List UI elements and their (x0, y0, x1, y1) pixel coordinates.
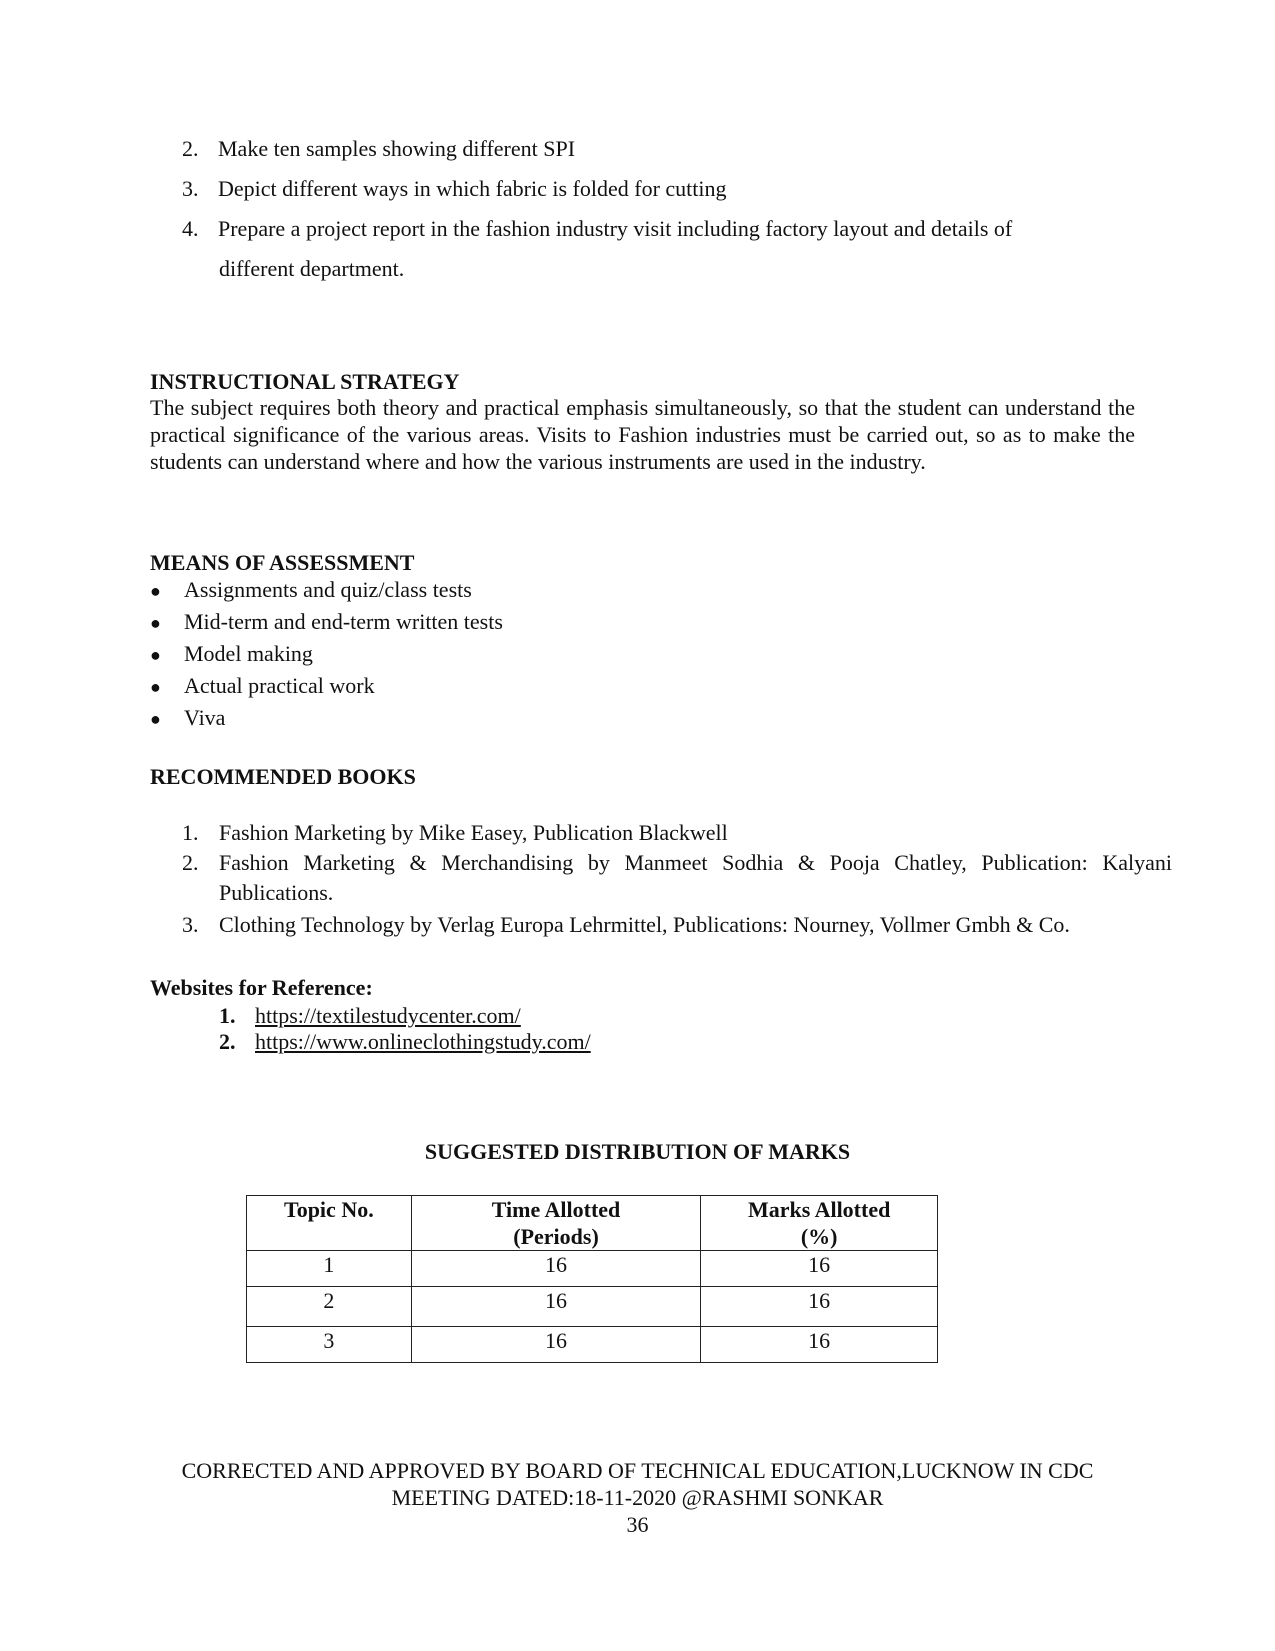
practical-list-item (182, 176, 727, 202)
book-text: Fashion Marketing & Merchandising by Manmeet Sodhia & Pooja Chatley, Publication: Kalyani Publications. (219, 850, 1172, 905)
practical-list-item (182, 216, 1012, 242)
list-number: 2. (219, 1029, 236, 1054)
means-of-assessment-heading: MEANS OF ASSESSMENT (150, 550, 415, 575)
recommended-books-heading: RECOMMENDED BOOKS (150, 764, 416, 789)
instructional-strategy-heading: INSTRUCTIONAL STRATEGY (150, 369, 460, 394)
list-number: 3. (182, 176, 199, 201)
website-link[interactable]: https://textilestudycenter.com/ (255, 1003, 521, 1028)
assessment-item-text: Assignments and quiz/class tests (184, 577, 472, 602)
website-link[interactable]: https://www.onlineclothingstudy.com/ (255, 1029, 591, 1054)
list-number: 2. (182, 136, 199, 161)
table-cell: 2 (247, 1287, 412, 1327)
list-text: Prepare a project report in the fashion industry visit including factory layout and details of (218, 216, 1013, 241)
websites-heading: Websites for Reference: (150, 975, 373, 1000)
column-header-marks: Marks Allotted (%) (701, 1196, 938, 1251)
table-row (247, 1251, 938, 1287)
footer-approval-line1: CORRECTED AND APPROVED BY BOARD OF TECHNICAL EDUCATION,LUCKNOW IN CDC (181, 1458, 1094, 1483)
website-item (219, 1003, 521, 1029)
instructional-strategy-text: The subject requires both theory and practical emphasis simultaneously, so that the student can understand the practical significance of the various areas. Visits to Fashion industries must be carried out, so as to make the students can understand where and how the various instruments are used in the industry. (150, 395, 1135, 474)
bullet-icon: ● (150, 709, 161, 729)
page-number: 36 (626, 1512, 649, 1537)
book-item (182, 848, 1172, 908)
table-cell: 16 (411, 1327, 701, 1363)
assessment-item-text: Model making (184, 641, 313, 666)
list-number: 1. (182, 820, 199, 845)
table-cell: 16 (701, 1327, 938, 1363)
practical-list-continuation: different department. (219, 256, 405, 281)
assessment-item-text: Viva (184, 705, 226, 730)
book-item (182, 818, 1172, 848)
list-text: Depict different ways in which fabric is folded for cutting (218, 176, 727, 201)
table-row (247, 1327, 938, 1363)
table-cell: 16 (701, 1287, 938, 1327)
assessment-item (150, 673, 375, 699)
table-cell: 16 (701, 1251, 938, 1287)
footer-approval-line2: MEETING DATED:18-11-2020 @RASHMI SONKAR (391, 1485, 884, 1510)
book-text: Fashion Marketing by Mike Easey, Publication Blackwell (219, 820, 728, 845)
table-cell: 16 (411, 1251, 701, 1287)
assessment-item (150, 705, 225, 731)
table-cell: 1 (247, 1251, 412, 1287)
book-text: Clothing Technology by Verlag Europa Lehrmittel, Publications: Nourney, Vollmer Gmbh & Co. (219, 912, 1070, 937)
bullet-icon: ● (150, 677, 161, 697)
bullet-icon: ● (150, 645, 161, 665)
marks-table (246, 1195, 938, 1363)
practical-list-item (182, 136, 575, 162)
list-text: Make ten samples showing different SPI (218, 136, 576, 161)
website-item (219, 1029, 591, 1055)
table-cell: 3 (247, 1327, 412, 1363)
assessment-item-text: Actual practical work (184, 673, 375, 698)
assessment-item (150, 577, 472, 603)
list-number: 1. (219, 1003, 236, 1028)
bullet-icon: ● (150, 581, 161, 601)
bullet-icon: ● (150, 613, 161, 633)
table-header-row (247, 1196, 938, 1251)
list-number: 3. (182, 912, 199, 937)
marks-table-title: SUGGESTED DISTRIBUTION OF MARKS (424, 1139, 851, 1164)
assessment-item (150, 641, 313, 667)
column-header-topic: Topic No. (247, 1196, 412, 1251)
table-row (247, 1287, 938, 1327)
list-number: 4. (182, 216, 199, 241)
assessment-item-text: Mid-term and end-term written tests (184, 609, 503, 634)
list-number: 2. (182, 850, 199, 875)
book-item (182, 910, 1172, 940)
assessment-item (150, 609, 503, 635)
column-header-time: Time Allotted (Periods) (411, 1196, 701, 1251)
table-cell: 16 (411, 1287, 701, 1327)
